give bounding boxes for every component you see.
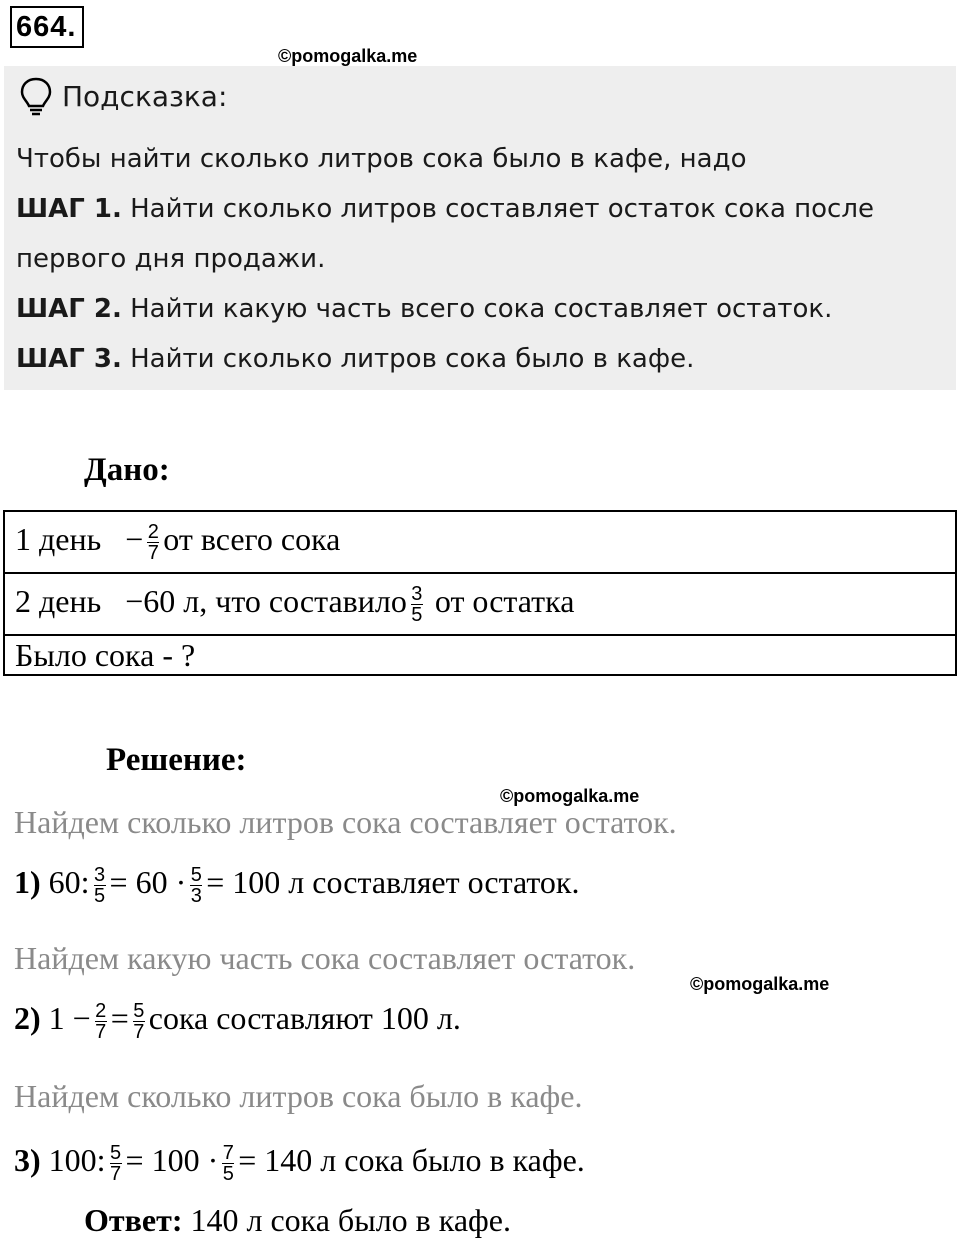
given-row-1-dash: − [125,520,144,557]
lightbulb-icon [18,76,54,118]
numerator: 5 [109,1142,122,1165]
given-row-1-day: 1 день [15,520,102,557]
step-2-text: Найти какую часть всего сока составляет остаток. [130,294,833,324]
step-3-label: ШАГ 3. [16,344,122,374]
expr: 60: [48,864,90,900]
hint-step-3 [16,344,694,374]
denominator: 5 [411,604,423,627]
fraction [190,865,202,906]
solution-step-1 [14,864,579,906]
watermark: ©pomogalka.me [500,786,640,806]
given-heading: Дано: [84,452,170,488]
numerator: 2 [147,521,159,544]
denominator: 7 [133,1021,145,1044]
solution-heading: Решение: [106,742,247,778]
answer-text: 140 л сока было в кафе. [190,1202,511,1238]
comment-2: Найдем какую часть сока составляет остаток. [14,940,636,976]
fraction [95,1001,107,1042]
given-table [3,510,957,676]
fraction [411,584,423,625]
expr: = 140 л сока было в кафе. [238,1142,585,1178]
problem-number: 664. [10,6,84,48]
numerator: 5 [190,864,202,887]
denominator: 3 [190,885,202,908]
fraction [94,865,106,906]
given-row-2-tail: от остатка [434,582,575,619]
denominator: 7 [95,1021,107,1044]
hint-step-1-cont: первого дня продажи. [16,244,326,274]
step-number: 3) [14,1142,41,1178]
hint-step-1 [16,194,874,224]
expr: 100: [48,1142,106,1178]
given-row-3 [4,635,956,675]
numerator: 5 [133,1000,145,1023]
fraction [147,522,159,563]
denominator: 7 [147,542,159,565]
denominator: 7 [109,1163,122,1186]
comment-3: Найдем сколько литров сока было в кафе. [14,1078,583,1114]
given-row-3-text: Было сока - ? [4,635,956,675]
numerator: 3 [411,583,423,606]
expr: = 100 л составляет остаток. [206,864,580,900]
fraction [110,1143,122,1184]
given-row-2 [4,573,956,635]
step-1-label: ШАГ 1. [16,194,122,224]
step-number: 2) [14,1000,41,1036]
given-row-1 [4,511,956,573]
solution-step-2 [14,1000,461,1042]
numerator: 3 [93,864,106,887]
expr: = [110,1000,129,1036]
numerator: 2 [95,1000,107,1023]
given-row-2-text: −60 л, что составило [125,582,407,619]
hint-title: Подсказка: [62,80,228,113]
fraction [222,1143,234,1184]
expr: = 100 · [125,1142,219,1178]
denominator: 5 [222,1163,234,1186]
denominator: 5 [93,885,106,908]
step-number: 1) [14,864,41,900]
watermark: ©pomogalka.me [278,46,418,66]
step-2-label: ШАГ 2. [16,294,122,324]
given-row-1-text: от всего сока [163,520,341,557]
numerator: 7 [222,1142,234,1165]
watermark: ©pomogalka.me [690,974,830,994]
step-3-text: Найти сколько литров сока было в кафе. [130,344,695,374]
hint-box [4,66,956,390]
expr: = 60 · [109,864,187,900]
expr: 1 − [48,1000,91,1036]
answer [84,1202,511,1239]
step-1-text: Найти сколько литров составляет остаток сока после [130,194,874,224]
solution-step-3 [14,1142,585,1184]
hint-step-2 [16,294,832,324]
expr: сока составляют 100 л. [148,1000,461,1036]
answer-label: Ответ: [84,1202,183,1238]
fraction [133,1001,145,1042]
given-row-2-day: 2 день [15,582,102,619]
hint-intro: Чтобы найти сколько литров сока было в кафе, надо [16,144,747,174]
comment-1: Найдем сколько литров сока составляет остаток. [14,804,677,840]
